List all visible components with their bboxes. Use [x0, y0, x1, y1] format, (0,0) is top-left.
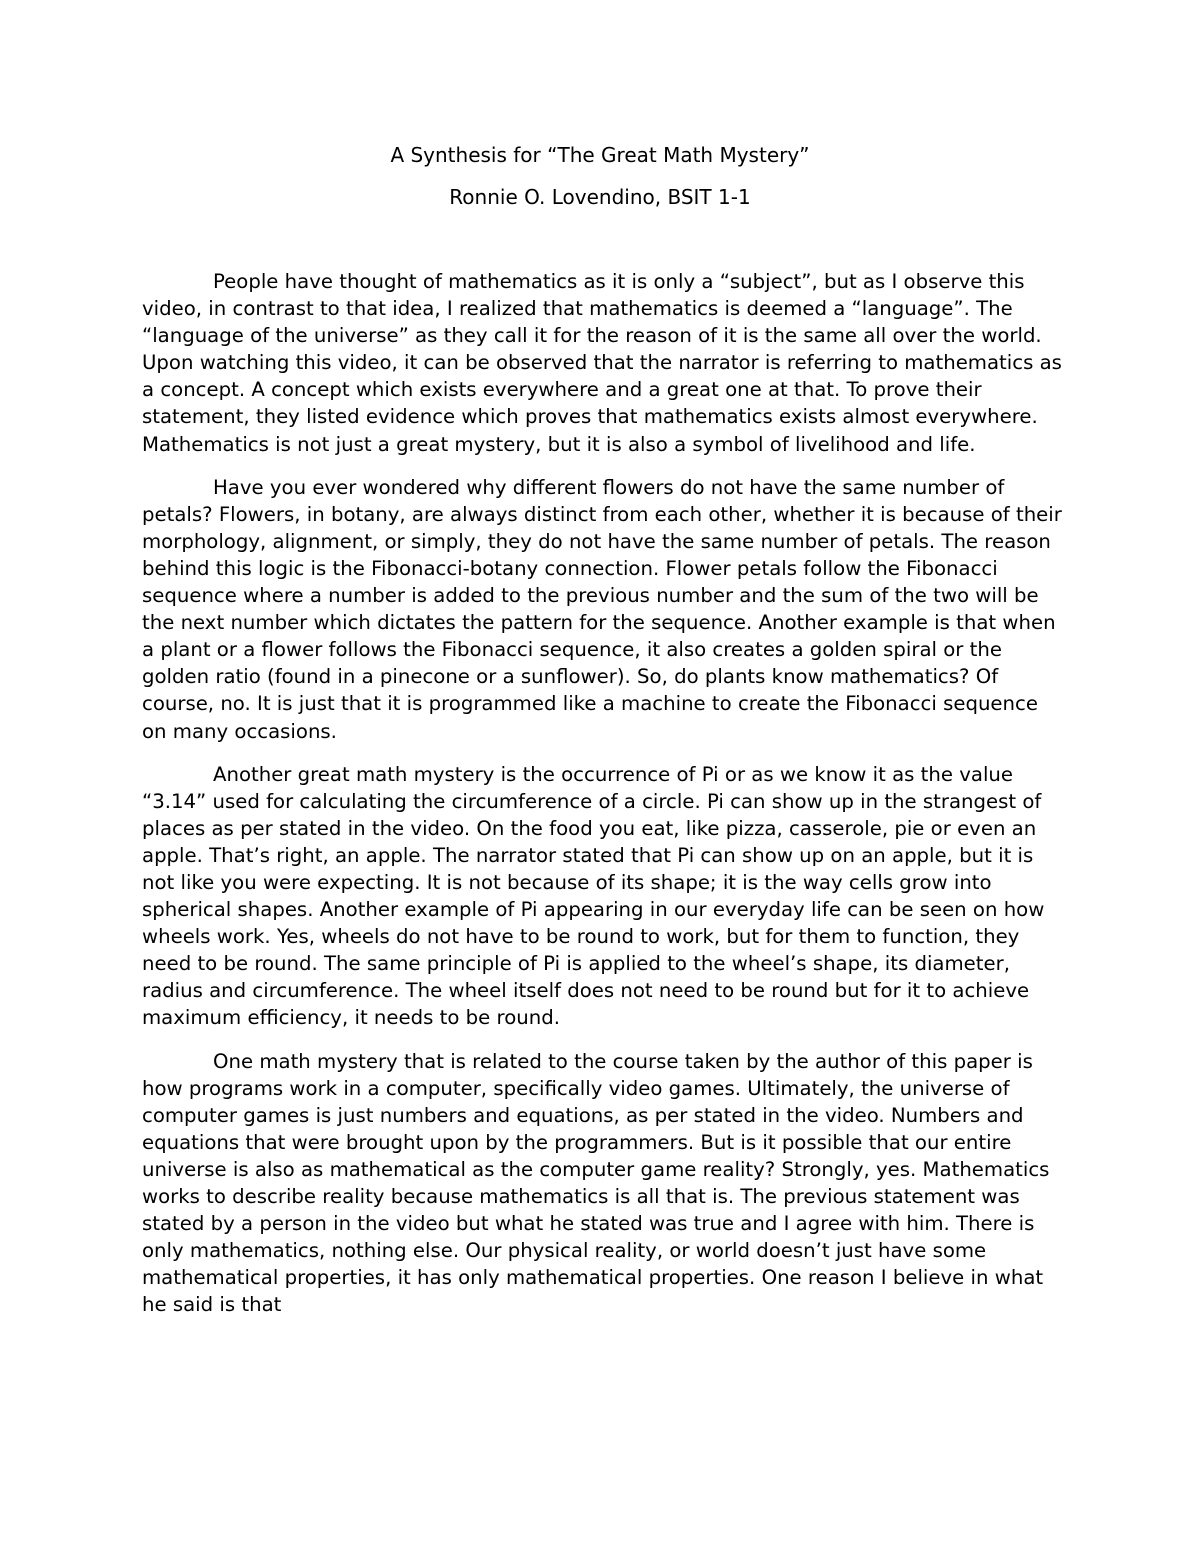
document-body	[142, 268, 1062, 1334]
paragraph-1: People have thought of mathematics as it is only a “subject”, but as I observe this video, in contrast to that idea, I realized that mathematics is deemed a “language”. The “language of the universe” as they call it for the reason of it is the same all over the world. Upon watching this video, it can be observed that the narrator is referring to mathematics as a concept. A concept which exists everywhere and a great one at that. To prove their statement, they listed evidence which proves that mathematics exists almost everywhere. Mathematics is not just a great mystery, but it is also a symbol of livelihood and life.	[142, 270, 1062, 456]
paragraph-4: One math mystery that is related to the course taken by the author of this paper is how programs work in a computer, specifically video games. Ultimately, the universe of computer games is just numbers and equations, as per stated in the video. Numbers and equations that were brought upon by the programmers. But is it possible that our entire universe is also as mathematical as the computer game reality? Strongly, yes. Mathematics works to describe reality because mathematics is all that is. The previous statement was stated by a person in the video but what he stated was true and I agree with him. There is only mathematics, nothing else. Our physical reality, or world doesn’t just have some mathematical properties, it has only mathematical properties. One reason I believe in what he said is that	[142, 1049, 1050, 1317]
author-line: Ronnie O. Lovendino, BSIT 1-1	[449, 185, 751, 209]
paragraph-3: Another great math mystery is the occurrence of Pi or as we know it as the value “3.14” used for calculating the circumference of a circle. Pi can show up in the strangest of places as per stated in the video. On the food you eat, like pizza, casserole, pie or even an apple. That’s right, an apple. The narrator stated that Pi can show up on an apple, but it is not like you were expecting. It is not because of its shape; it is the way cells grow into spherical shapes. Another example of Pi appearing in our everyday life can be seen on how wheels work. Yes, wheels do not have to be round to work, but for them to function, they need to be round. The same principle of Pi is applied to the wheel’s shape, its diameter, radius and circumference. The wheel itself does not need to be round but for it to achieve maximum efficiency, it needs to be round.	[142, 762, 1045, 1030]
document-title: A Synthesis for “The Great Math Mystery”	[390, 143, 810, 167]
paragraph-2: Have you ever wondered why different flowers do not have the same number of petals? Flowers, in botany, are always distinct from each other, whether it is because of their morphology, alignment, or simply, they do not have the same number of petals. The reason behind this logic is the Fibonacci-botany connection. Flower petals follow the Fibonacci sequence where a number is added to the previous number and the sum of the two will be the next number which dictates the pattern for the sequence. Another example is that when a plant or a flower follows the Fibonacci sequence, it also creates a golden spiral or the golden ratio (found in a pinecone or a sunflower). So, do plants know mathematics? Of course, no. It is just that it is programmed like a machine to create the Fibonacci sequence on many occasions.	[142, 475, 1062, 743]
